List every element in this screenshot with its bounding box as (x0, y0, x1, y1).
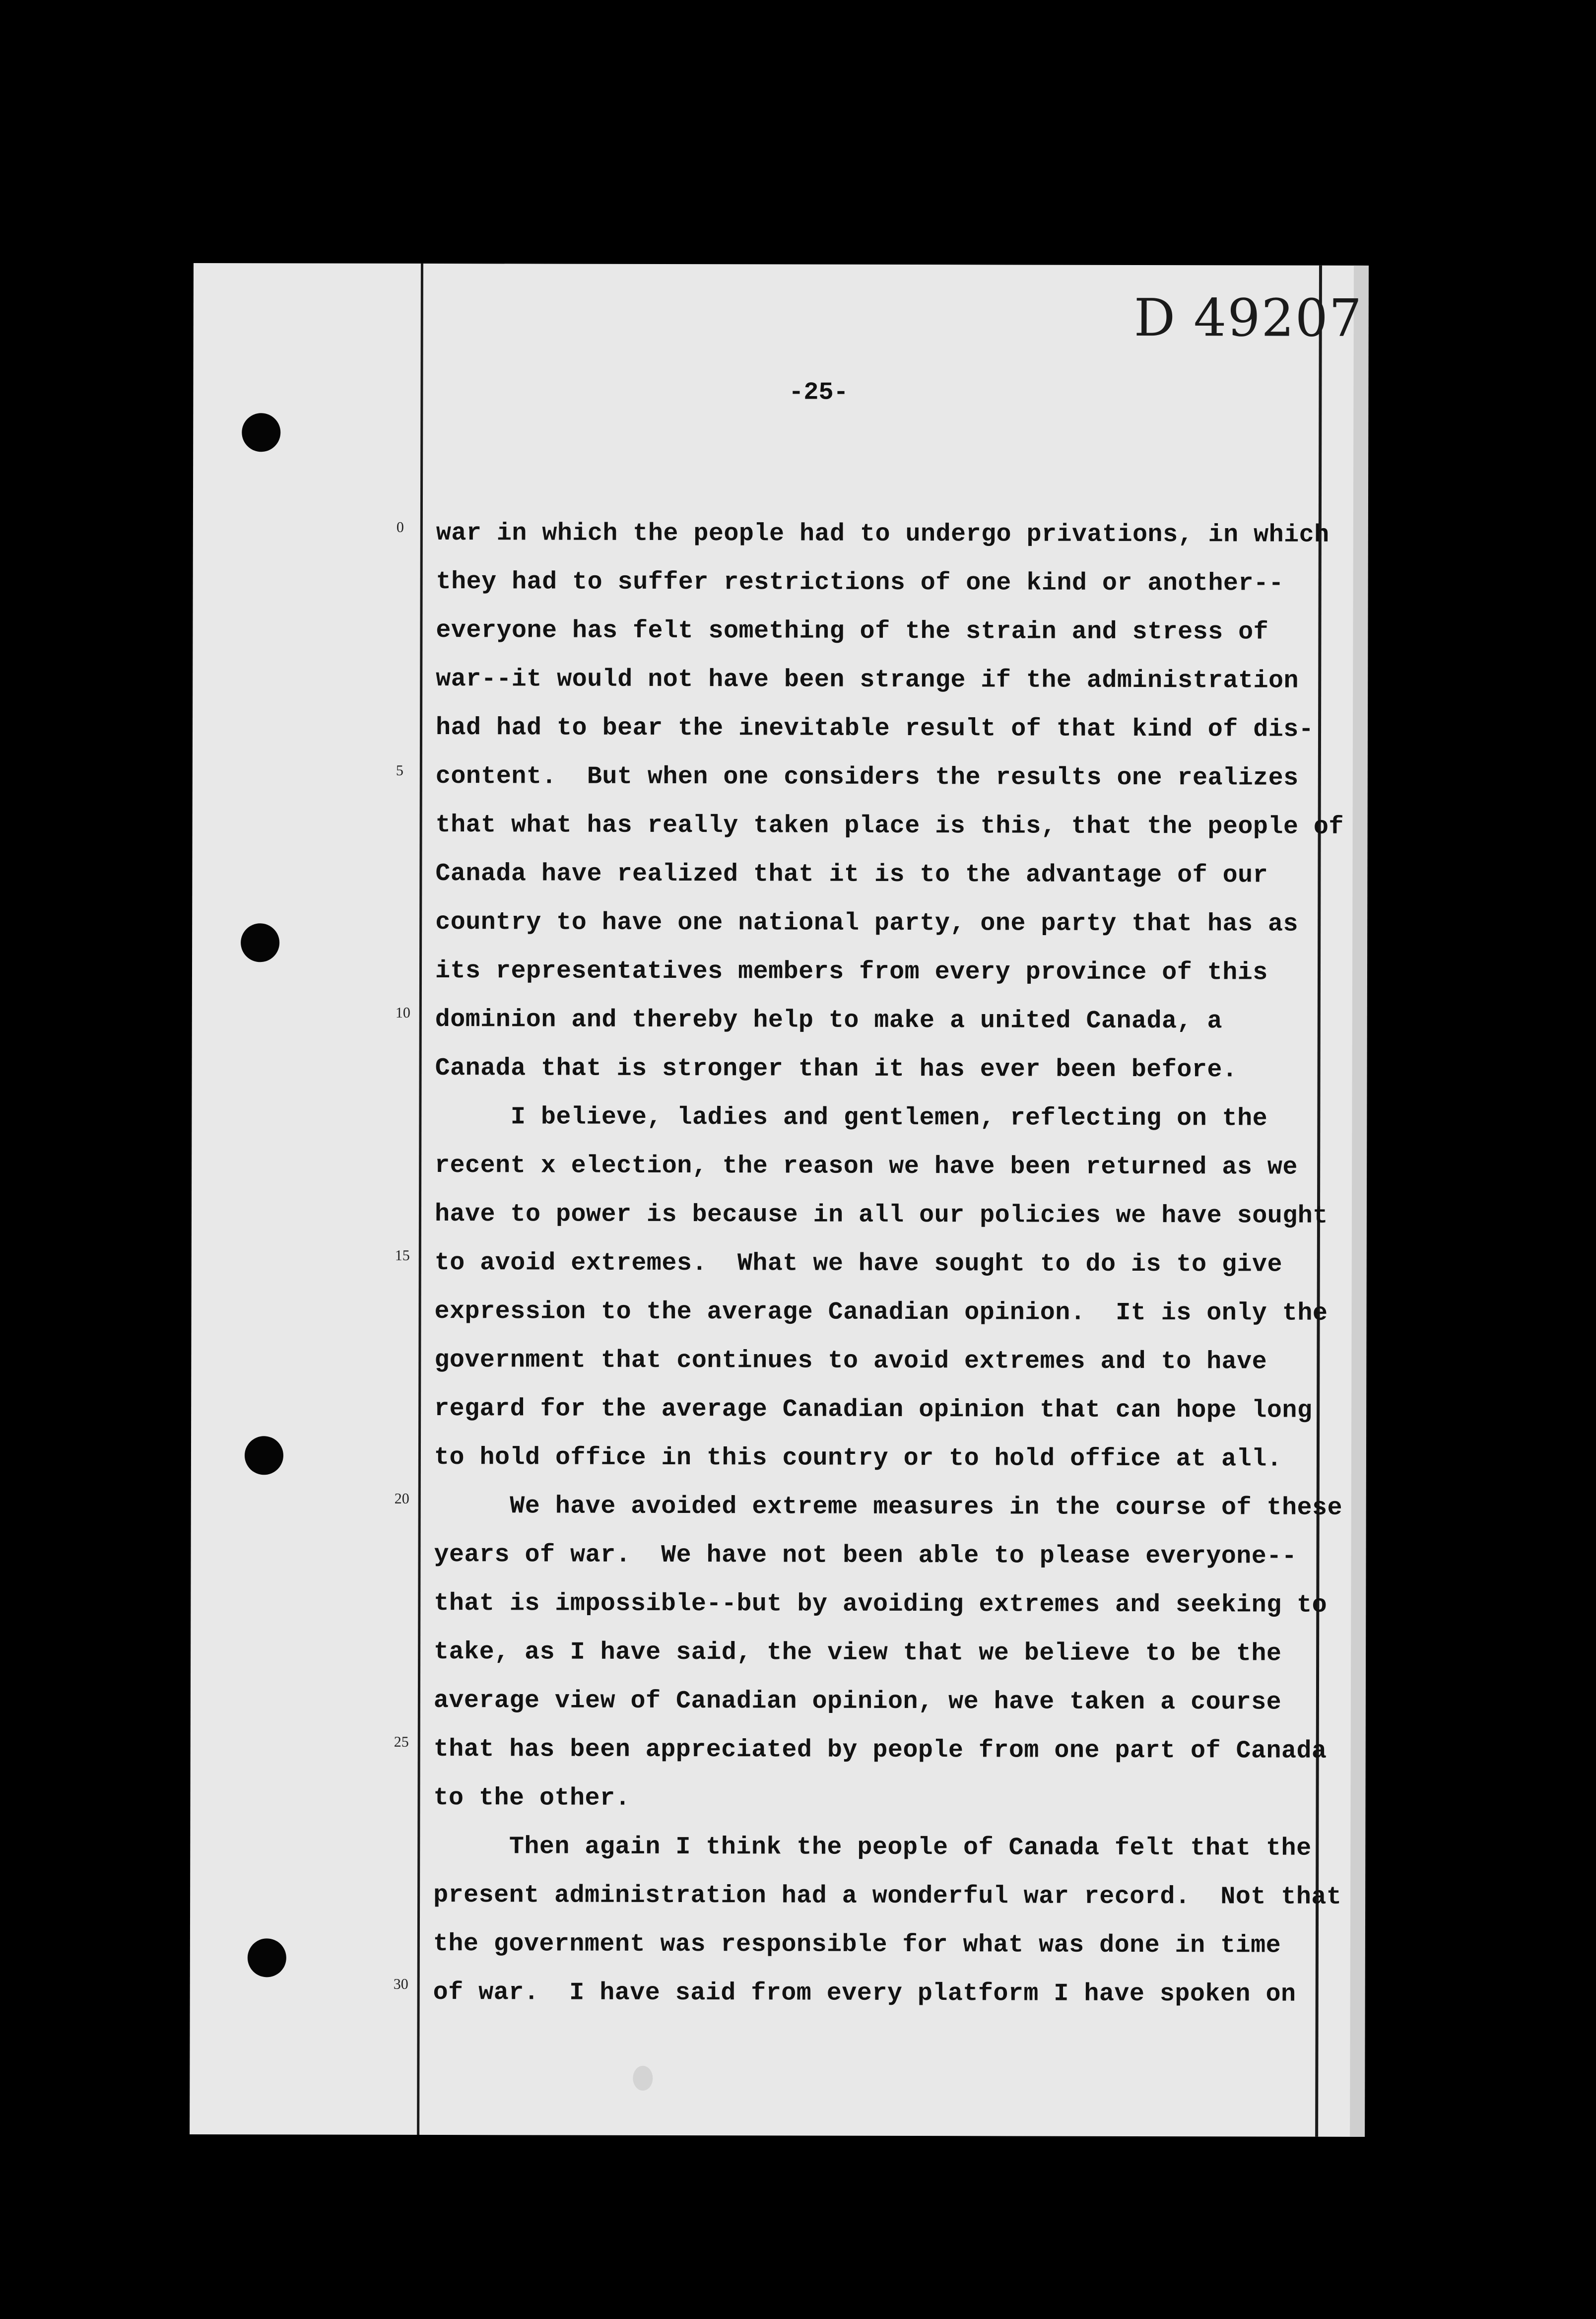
line-number: 0 (396, 519, 404, 536)
line-number: 5 (396, 762, 403, 779)
page-edge (1350, 266, 1369, 2137)
text-line: regard for the average Canadian opinion that can hope long (434, 1395, 1313, 1425)
line-number: 15 (395, 1247, 410, 1264)
text-line: had had to bear the inevitable result of that kind of dis- (435, 714, 1314, 744)
paper-smudge (633, 2066, 653, 2091)
punch-hole-3 (245, 1436, 283, 1475)
text-line: country to have one national party, one party that has as (435, 908, 1299, 939)
text-line: the government was responsible for what was done in time (433, 1930, 1281, 1960)
text-line: I believe, ladies and gentlemen, reflecting on the (435, 1103, 1268, 1133)
text-line: Then again I think the people of Canada felt that the (433, 1833, 1312, 1863)
text-line: Canada have realized that it is to the advantage of our (435, 860, 1268, 890)
text-line: present administration had a wonderful war record. Not that (433, 1881, 1342, 1911)
text-line: of war. I have said from every platform I have spoken on (433, 1978, 1296, 2009)
text-line: Canada that is stronger than it has ever been before. (435, 1054, 1238, 1085)
text-line: that has been appreciated by people from one part of Canada (433, 1735, 1327, 1766)
text-line: average view of Canadian opinion, we have taken a course (433, 1687, 1282, 1717)
line-number: 20 (394, 1490, 409, 1507)
text-line: years of war. We have not been able to please everyone-- (434, 1541, 1297, 1571)
text-line: We have avoided extreme measures in the course of these (434, 1492, 1343, 1522)
punch-hole-1 (242, 413, 280, 452)
line-number: 10 (395, 1004, 410, 1021)
text-line: to the other. (433, 1784, 631, 1813)
line-number: 25 (394, 1733, 409, 1750)
text-line: war in which the people had to undergo privations, in which (436, 519, 1330, 549)
text-line: that what has really taken place is this, that the people of (435, 811, 1344, 841)
text-line: have to power is because in all our policies we have sought (434, 1200, 1328, 1230)
text-line: war--it would not have been strange if the administration (436, 665, 1299, 695)
line-number: 30 (393, 1976, 408, 1992)
text-line: they had to suffer restrictions of one kind or another-- (436, 568, 1284, 598)
text-line: everyone has felt something of the strain and stress of (436, 616, 1269, 647)
text-line: to hold office in this country or to hold office at all. (434, 1443, 1282, 1474)
document-page (190, 263, 1367, 2137)
text-line: government that continues to avoid extremes and to have (434, 1346, 1267, 1376)
text-line: expression to the average Canadian opinion. It is only the (434, 1297, 1328, 1328)
page-number: -25- (789, 378, 849, 407)
text-line: to avoid extremes. What we have sought to do is to give (434, 1249, 1283, 1279)
punch-hole-2 (241, 923, 279, 962)
punch-hole-4 (248, 1938, 286, 1977)
left-margin-rule (417, 264, 423, 2135)
document-stamp: D 49207 (1133, 287, 1363, 348)
text-line: content. But when one considers the results one realizes (435, 762, 1299, 793)
text-line: that is impossible--but by avoiding extremes and seeking to (434, 1589, 1328, 1620)
text-line: take, as I have said, the view that we believe to be the (434, 1638, 1282, 1668)
text-line: recent x election, the reason we have been returned as we (435, 1152, 1298, 1182)
text-line: dominion and thereby help to make a united Canada, a (435, 1006, 1223, 1036)
text-line: its representatives members from every province of this (435, 957, 1268, 987)
